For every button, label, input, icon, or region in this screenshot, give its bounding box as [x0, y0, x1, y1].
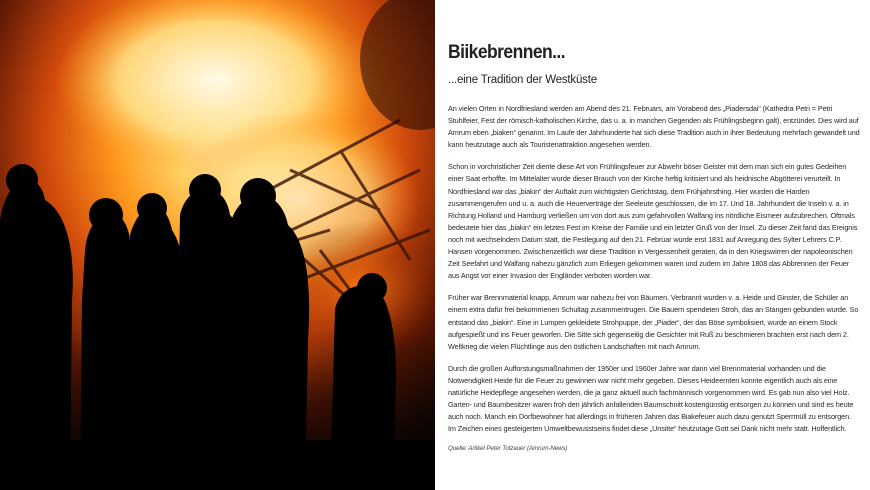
paragraph-1: An vielen Orten in Nordfriesland werden am Abend des 21. Februars, am Vorabend des „Piadersdai“ (Kathedra Petri = Petri Stuhlfeier, Fest der römisch-katholischen Kirche, das u. a. in manchen Gegenden als Frühlingsbeginn galt), entzündet. Dies wird auf Amrum eben „biaken“ genannt. Im Laufe der Jahrhunderte hat sich diese Tradition auch in ihrer Bedeutung mehrfach gewandelt und kann heutzutage auch als Touristenattraktion angesehen werden.: [448, 104, 860, 150]
article: [448, 0, 858, 490]
article-body: [448, 103, 860, 452]
paragraph-2: Schon in vorchristlicher Zeit diente diese Art von Frühlingsfeuer zur Abwehr böser Geister mit dem man sich ein gutes Gedeihen einer Saat erhoffte. Im Mittelalter wurde dieser Brauch von der Kirche heftig kritisiert und als heidnische Abgötterei verurteilt. In Nordfriesland war das „biakin“ der Auftakt zum wichtigsten Gerichtstag, dem Frühjahrsthing. Hier wurden die Harden zusammengerufen und u. a. auch die Heuerverträge der Seeleute geschlossen, die im 17. Und 18. Jahrhundert die Inseln v. a. in Richtung Holland und Hamburg verließen um von dort aus zum gefahrvollen Walfang ins nördliche Eismeer aufzubrechen. Oftmals bedeutete hier das „biakin“ ein letztes Fest im Kreise der Familie und ein letzter Gruß von der Insel. Zu dieser Zeit fand das Ereignis noch mit wechselndem Datum statt, die Festlegung auf den 21. Februar wurde erst 1831 auf Anregung des Sylter Lehrers C.P. Hansen vorgenommen. Zwischenzeitlich war diese Tradition in Vergessenheit geraten, da in den Kriegswirren der napoleonischen Zeit Seefahrt und Walfang nahezu gänzlich zum Erliegen gekommen waren und zudem im Jahre 1808 das Abbrennen der Feuer aus Angst vor einer Invasion der Engländer verboten worden war.: [448, 162, 858, 281]
article-title: Biikebrennen...: [448, 42, 566, 63]
article-subtitle: ...eine Tradition der Westküste: [448, 74, 597, 86]
paragraph-4: Durch die großen Aufforstungsmaßnahmen der 1950er und 1960er Jahre war dann viel Brennmaterial vorhanden und die Notwendigkeit Heide für die Feuer zu gewinnen war nicht mehr gegeben. Dieses Heideernten konnte eigentlich auch als eine natürliche Heidepflege angesehen werden, die ja ganz aktuell auch fachmännisch vorgenommen wird. Es gab nun also viel Holz. Garten- und Baumbesitzer waren froh den jährlich anfallenden Baumschnitt kostengünstig entsorgen zu können und sind es heute auch noch. Manch ein Dorfbewohner hat allerdings in früheren Jahren das Biakefeuer auch dazu genutzt Sperrmüll zu entsorgen. Im Zeichen eines gesteigerten Umweltbewusstseins findet diese „Unsitte“ heutzutage Gott sei Dank nicht mehr statt. Hoffentlich.: [448, 363, 854, 434]
source-credit: Quelle: Artikel Peter Totzauer (Amrum-News): [448, 445, 568, 453]
paragraph-3: Früher war Brennmaterial knapp, Amrum war nahezu frei von Bäumen. Verbrannt wurden v. a. Heide und Ginster, die Schüler an einem extra dafür frei bekommenen Schultag zusammentrugen. Die Bauern spendeten Stroh, das an Stangen gebunden wurde. So entstand das „biakin“. Eine in Lumpen gekleidete Strohpuppe, der „Piader“, der das Böse symbolisiert, wurde an einem Stock aufgespießt und ins Feuer geworfen. Die Sitte sich gegenseitig die Gesichter mit Ruß zu beschmieren brachten erst nach dem 2. Weltkrieg die vielen Flüchtlinge aus den östlichen Landschaften mit nach Amrum.: [448, 293, 859, 351]
